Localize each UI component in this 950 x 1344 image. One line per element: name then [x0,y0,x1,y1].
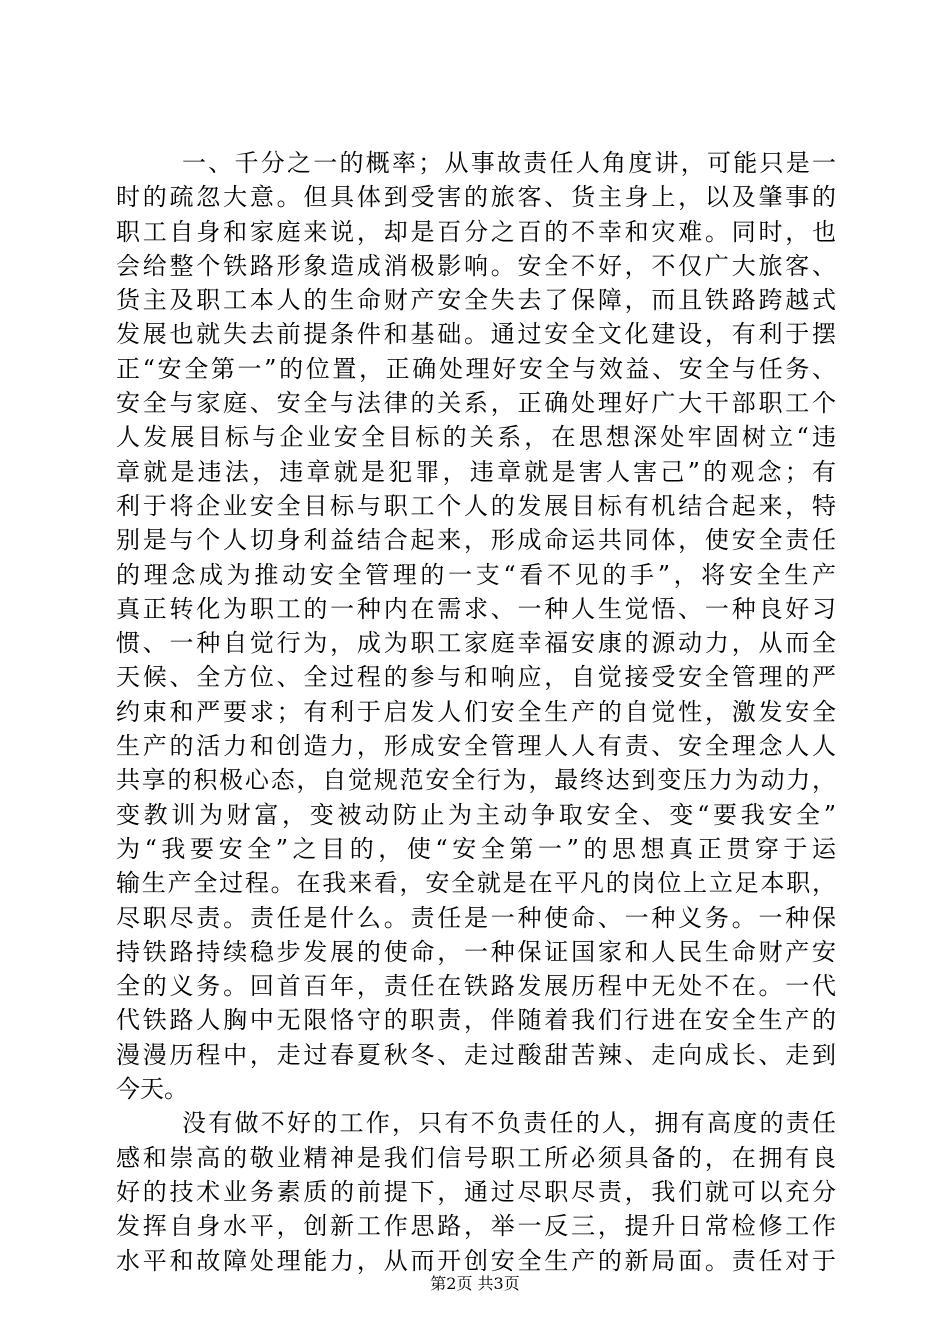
paragraph-line: 漫漫历程中，走过春夏秋冬、走过酸甜苦辣、走向成长、走到 [116,1040,836,1069]
paragraph-line: 输生产全过程。在我来看，安全就是在平凡的岗位上立足本职， [116,869,836,898]
paragraph-line: 代铁路人胸中无限恪守的职责，伴随着我们行进在安全生产的 [116,1006,836,1035]
paragraph-line: 感和崇高的敬业精神是我们信号职工所必须具备的，在拥有良 [116,1143,836,1172]
paragraph-line: 没有做不好的工作，只有不负责任的人，拥有高度的责任 [182,1109,836,1138]
paragraph-line: 正“安全第一”的位置，正确处理好安全与效益、安全与任务、 [116,354,836,383]
paragraph-line: 安全与家庭、安全与法律的关系，正确处理好广大干部职工个 [116,389,836,418]
paragraph-line: 全的义务。回首百年，责任在铁路发展历程中无处不在。一代 [116,972,836,1001]
paragraph-line: 发展也就失去前提条件和基础。通过安全文化建设，有利于摆 [116,320,836,349]
paragraph-line: 共享的积极心态，自觉规范安全行为，最终达到变压力为动力， [116,766,836,795]
paragraph-line: 会给整个铁路形象造成消极影响。安全不好，不仅广大旅客、 [116,251,836,280]
page-number-footer: 第2页 共3页 [430,1274,520,1293]
paragraph-line: 持铁路持续稳步发展的使命，一种保证国家和人民生命财产安 [116,937,836,966]
paragraph-line: 的理念成为推动安全管理的一支“看不见的手”，将安全生产 [116,560,836,589]
paragraph-line: 利于将企业安全目标与职工个人的发展目标有机结合起来，特 [116,491,836,520]
paragraph-line: 章就是违法，违章就是犯罪，违章就是害人害己”的观念；有 [116,457,836,486]
paragraph-line: 别是与个人切身利益结合起来，形成命运共同体，使安全责任 [116,526,836,555]
paragraph-line: 约束和严要求；有利于启发人们安全生产的自觉性，激发安全 [116,697,836,726]
paragraph-line: 今天。 [116,1075,188,1104]
paragraph-line: 天候、全方位、全过程的参与和响应，自觉接受安全管理的严 [116,663,836,692]
paragraph-line: 尽职尽责。责任是什么。责任是一种使命、一种义务。一种保 [116,903,836,932]
paragraph-line: 发挥自身水平，创新工作思路，举一反三，提升日常检修工作 [116,1212,836,1241]
paragraph-line: 一、千分之一的概率；从事故责任人角度讲，可能只是一 [182,149,836,177]
document-body [116,146,836,1278]
paragraph-line: 人发展目标与企业安全目标的关系，在思想深处牢固树立“违 [116,423,836,452]
paragraph-line: 货主及职工本人的生命财产安全失去了保障，而且铁路跨越式 [116,286,836,315]
paragraph-line: 职工自身和家庭来说，却是百分之百的不幸和灾难。同时，也 [116,217,836,246]
paragraph-line: 真正转化为职工的一种内在需求、一种人生觉悟、一种良好习 [116,594,836,623]
paragraph-line: 变教训为财富，变被动防止为主动争取安全、变“要我安全” [116,800,836,829]
paragraph-line: 水平和故障处理能力，从而开创安全生产的新局面。责任对于 [116,1246,836,1275]
paragraph-line: 好的技术业务素质的前提下，通过尽职尽责，我们就可以充分 [116,1177,836,1206]
paragraph-line: 生产的活力和创造力，形成安全管理人人有责、安全理念人人 [116,732,836,761]
paragraph-line: 时的疏忽大意。但具体到受害的旅客、货主身上，以及肇事的 [116,183,836,212]
paragraph-line: 为“我要安全”之目的，使“安全第一”的思想真正贯穿于运 [116,834,836,863]
paragraph-line: 惯、一种自觉行为，成为职工家庭幸福安康的源动力，从而全 [116,629,836,658]
